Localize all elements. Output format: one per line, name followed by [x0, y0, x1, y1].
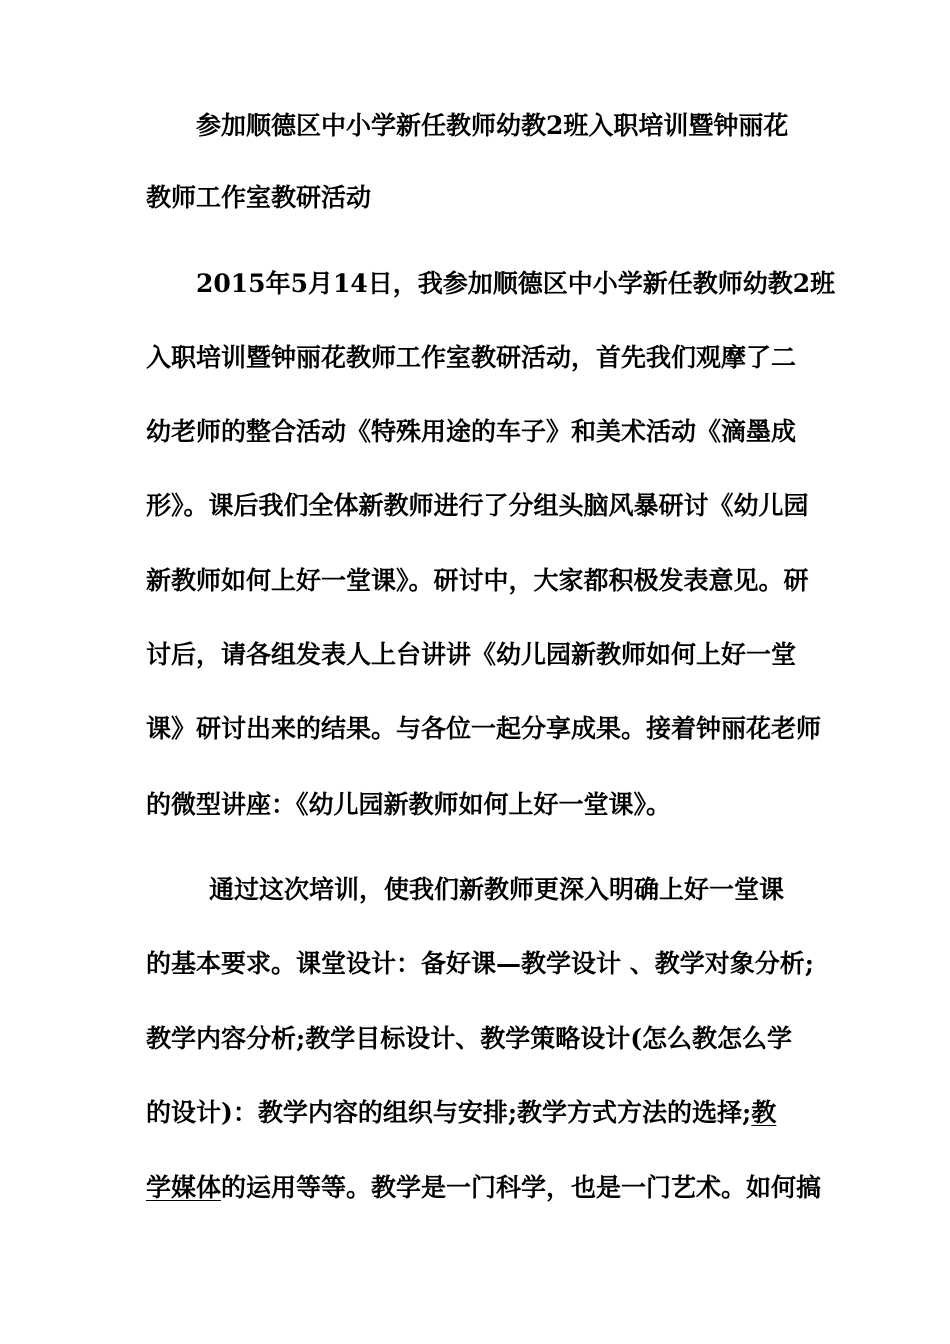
paragraph-2-line-2: 的基本要求。课堂设计：备好课—教学设计 、教学对象分析;: [146, 949, 814, 978]
teaching-media-link-start[interactable]: 教: [751, 1098, 777, 1127]
title-line-2: 教师工作室教研活动: [146, 183, 372, 212]
paragraph-1-line-3: 幼老师的整合活动《特殊用途的车子》和美术活动《滴墨成: [146, 417, 797, 446]
paragraph-2-line-5: [146, 1170, 821, 1206]
paragraph-2-line-5-text: 的运用等等。教学是一门科学，也是一门艺术。如何搞: [221, 1173, 822, 1202]
paragraph-1-line-6: 讨后，请各组发表人上台讲讲《幼儿园新教师如何上好一堂: [146, 640, 797, 669]
teaching-media-link-end[interactable]: 学媒体: [146, 1173, 222, 1202]
paragraph-2-line-3: 教学内容分析;教学目标设计、教学策略设计(怎么教怎么学: [146, 1024, 793, 1053]
paragraph-1-line-4: 形》。课后我们全体新教师进行了分组头脑风暴研讨《幼儿园: [146, 491, 809, 520]
title-line-1: 参加顺德区中小学新任教师幼教2班入职培训暨钟丽花: [196, 111, 789, 140]
paragraph-2-line-1: 通过这次培训，使我们新教师更深入明确上好一堂课: [209, 875, 785, 904]
paragraph-1-line-8: 的微型讲座：《幼儿园新教师如何上好一堂课》。: [146, 790, 672, 819]
paragraph-1-line-7: 课》研讨出来的结果。与各位一起分享成果。接着钟丽花老师: [146, 714, 822, 743]
paragraph-1-line-2: 入职培训暨钟丽花教师工作室教研活动，首先我们观摩了二: [146, 343, 797, 372]
paragraph-2-line-4-text: 的设计)：教学内容的组织与安排;教学方式方法的选择;: [146, 1098, 752, 1127]
paragraph-2-line-4: [146, 1095, 776, 1131]
paragraph-1-line-1: 2015年5月14日，我参加顺德区中小学新任教师幼教2班: [196, 269, 836, 298]
paragraph-1-line-5: 新教师如何上好一堂课》。研讨中，大家都积极发表意见。研: [146, 566, 809, 595]
